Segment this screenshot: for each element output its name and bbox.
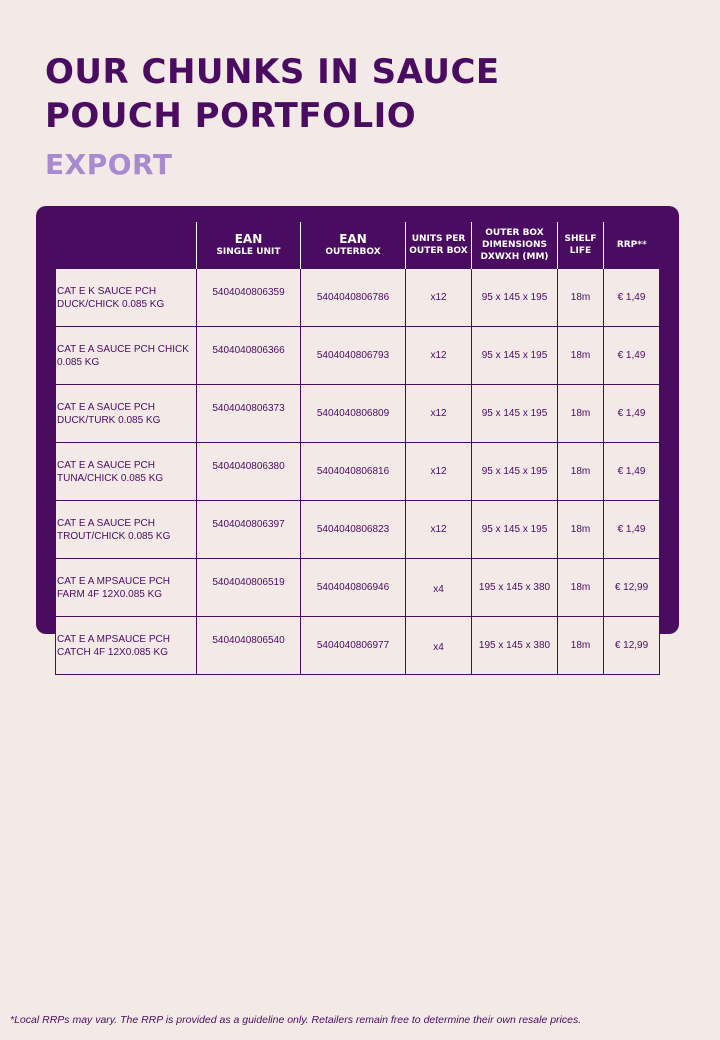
header-ean-outer-sub: OUTERBOX (325, 247, 381, 257)
page-title-line-1: OUR CHUNKS IN SAUCE (45, 52, 500, 92)
cell-shelf-life: 18m (558, 501, 604, 559)
cell-ean-outer: 5404040806946 (301, 559, 406, 617)
footnote: *Local RRPs may vary. The RRP is provided as a guideline only. Retailers remain free to determine their own resale prices. (10, 1014, 582, 1026)
cell-units: x4 (406, 559, 472, 617)
cell-units: x12 (406, 443, 472, 501)
cell-ean-single: 5404040806540 (197, 617, 301, 675)
cell-rrp: € 1,49 (604, 501, 660, 559)
cell-shelf-life: 18m (558, 559, 604, 617)
cell-product-name: CAT E A MPSAUCE PCH CATCH 4F 12X0.085 KG (56, 617, 197, 675)
cell-ean-outer: 5404040806809 (301, 385, 406, 443)
header-dimensions: OUTER BOX DIMENSIONS DXWXH (MM) (472, 222, 558, 269)
header-ean-single-main: EAN (234, 232, 263, 246)
cell-rrp: € 12,99 (604, 617, 660, 675)
cell-product-name: CAT E A MPSAUCE PCH FARM 4F 12X0.085 KG (56, 559, 197, 617)
cell-dimensions: 195 x 145 x 380 (472, 617, 558, 675)
cell-product-name: CAT E A SAUCE PCH DUCK/TURK 0.085 KG (56, 385, 197, 443)
cell-ean-single: 5404040806519 (197, 559, 301, 617)
cell-ean-outer: 5404040806793 (301, 327, 406, 385)
cell-shelf-life: 18m (558, 385, 604, 443)
cell-dimensions: 195 x 145 x 380 (472, 559, 558, 617)
cell-shelf-life: 18m (558, 443, 604, 501)
cell-units: x12 (406, 501, 472, 559)
page-title-line-2: POUCH PORTFOLIO (45, 96, 417, 136)
header-ean-outer-main: EAN (339, 232, 367, 246)
cell-product-name: CAT E A SAUCE PCH TUNA/CHICK 0.085 KG (56, 443, 197, 501)
header-ean-single (197, 222, 301, 269)
cell-rrp: € 12,99 (604, 559, 660, 617)
cell-ean-single: 5404040806359 (197, 269, 301, 327)
table-header-row (56, 222, 660, 269)
cell-rrp: € 1,49 (604, 327, 660, 385)
cell-ean-outer: 5404040806823 (301, 501, 406, 559)
cell-rrp: € 1,49 (604, 385, 660, 443)
product-table (55, 222, 660, 675)
table-row (56, 443, 660, 501)
cell-product-name: CAT E A SAUCE PCH CHICK 0.085 KG (56, 327, 197, 385)
cell-ean-outer: 5404040806977 (301, 617, 406, 675)
table-row (56, 559, 660, 617)
table-row (56, 269, 660, 327)
cell-units: x4 (406, 617, 472, 675)
cell-dimensions: 95 x 145 x 195 (472, 443, 558, 501)
page-title (45, 50, 500, 138)
page-subtitle: EXPORT (45, 148, 173, 181)
cell-dimensions: 95 x 145 x 195 (472, 501, 558, 559)
cell-ean-single: 5404040806366 (197, 327, 301, 385)
cell-ean-outer: 5404040806816 (301, 443, 406, 501)
cell-units: x12 (406, 385, 472, 443)
cell-ean-single: 5404040806380 (197, 443, 301, 501)
cell-units: x12 (406, 269, 472, 327)
cell-rrp: € 1,49 (604, 269, 660, 327)
header-shelf-life: SHELF LIFE (558, 222, 604, 269)
header-ean-single-sub: SINGLE UNIT (216, 247, 281, 257)
table-row (56, 327, 660, 385)
cell-ean-single: 5404040806397 (197, 501, 301, 559)
table-row (56, 385, 660, 443)
cell-product-name: CAT E K SAUCE PCH DUCK/CHICK 0.085 KG (56, 269, 197, 327)
cell-rrp: € 1,49 (604, 443, 660, 501)
cell-shelf-life: 18m (558, 617, 604, 675)
cell-units: x12 (406, 327, 472, 385)
cell-shelf-life: 18m (558, 269, 604, 327)
cell-ean-outer: 5404040806786 (301, 269, 406, 327)
cell-shelf-life: 18m (558, 327, 604, 385)
cell-ean-single: 5404040806373 (197, 385, 301, 443)
header-product (56, 222, 197, 269)
table-row (56, 501, 660, 559)
cell-dimensions: 95 x 145 x 195 (472, 327, 558, 385)
cell-product-name: CAT E A SAUCE PCH TROUT/CHICK 0.085 KG (56, 501, 197, 559)
table-row (56, 617, 660, 675)
header-units: UNITS PER OUTER BOX (406, 222, 472, 269)
cell-dimensions: 95 x 145 x 195 (472, 385, 558, 443)
header-rrp: RRP** (604, 222, 660, 269)
header-ean-outer (301, 222, 406, 269)
cell-dimensions: 95 x 145 x 195 (472, 269, 558, 327)
